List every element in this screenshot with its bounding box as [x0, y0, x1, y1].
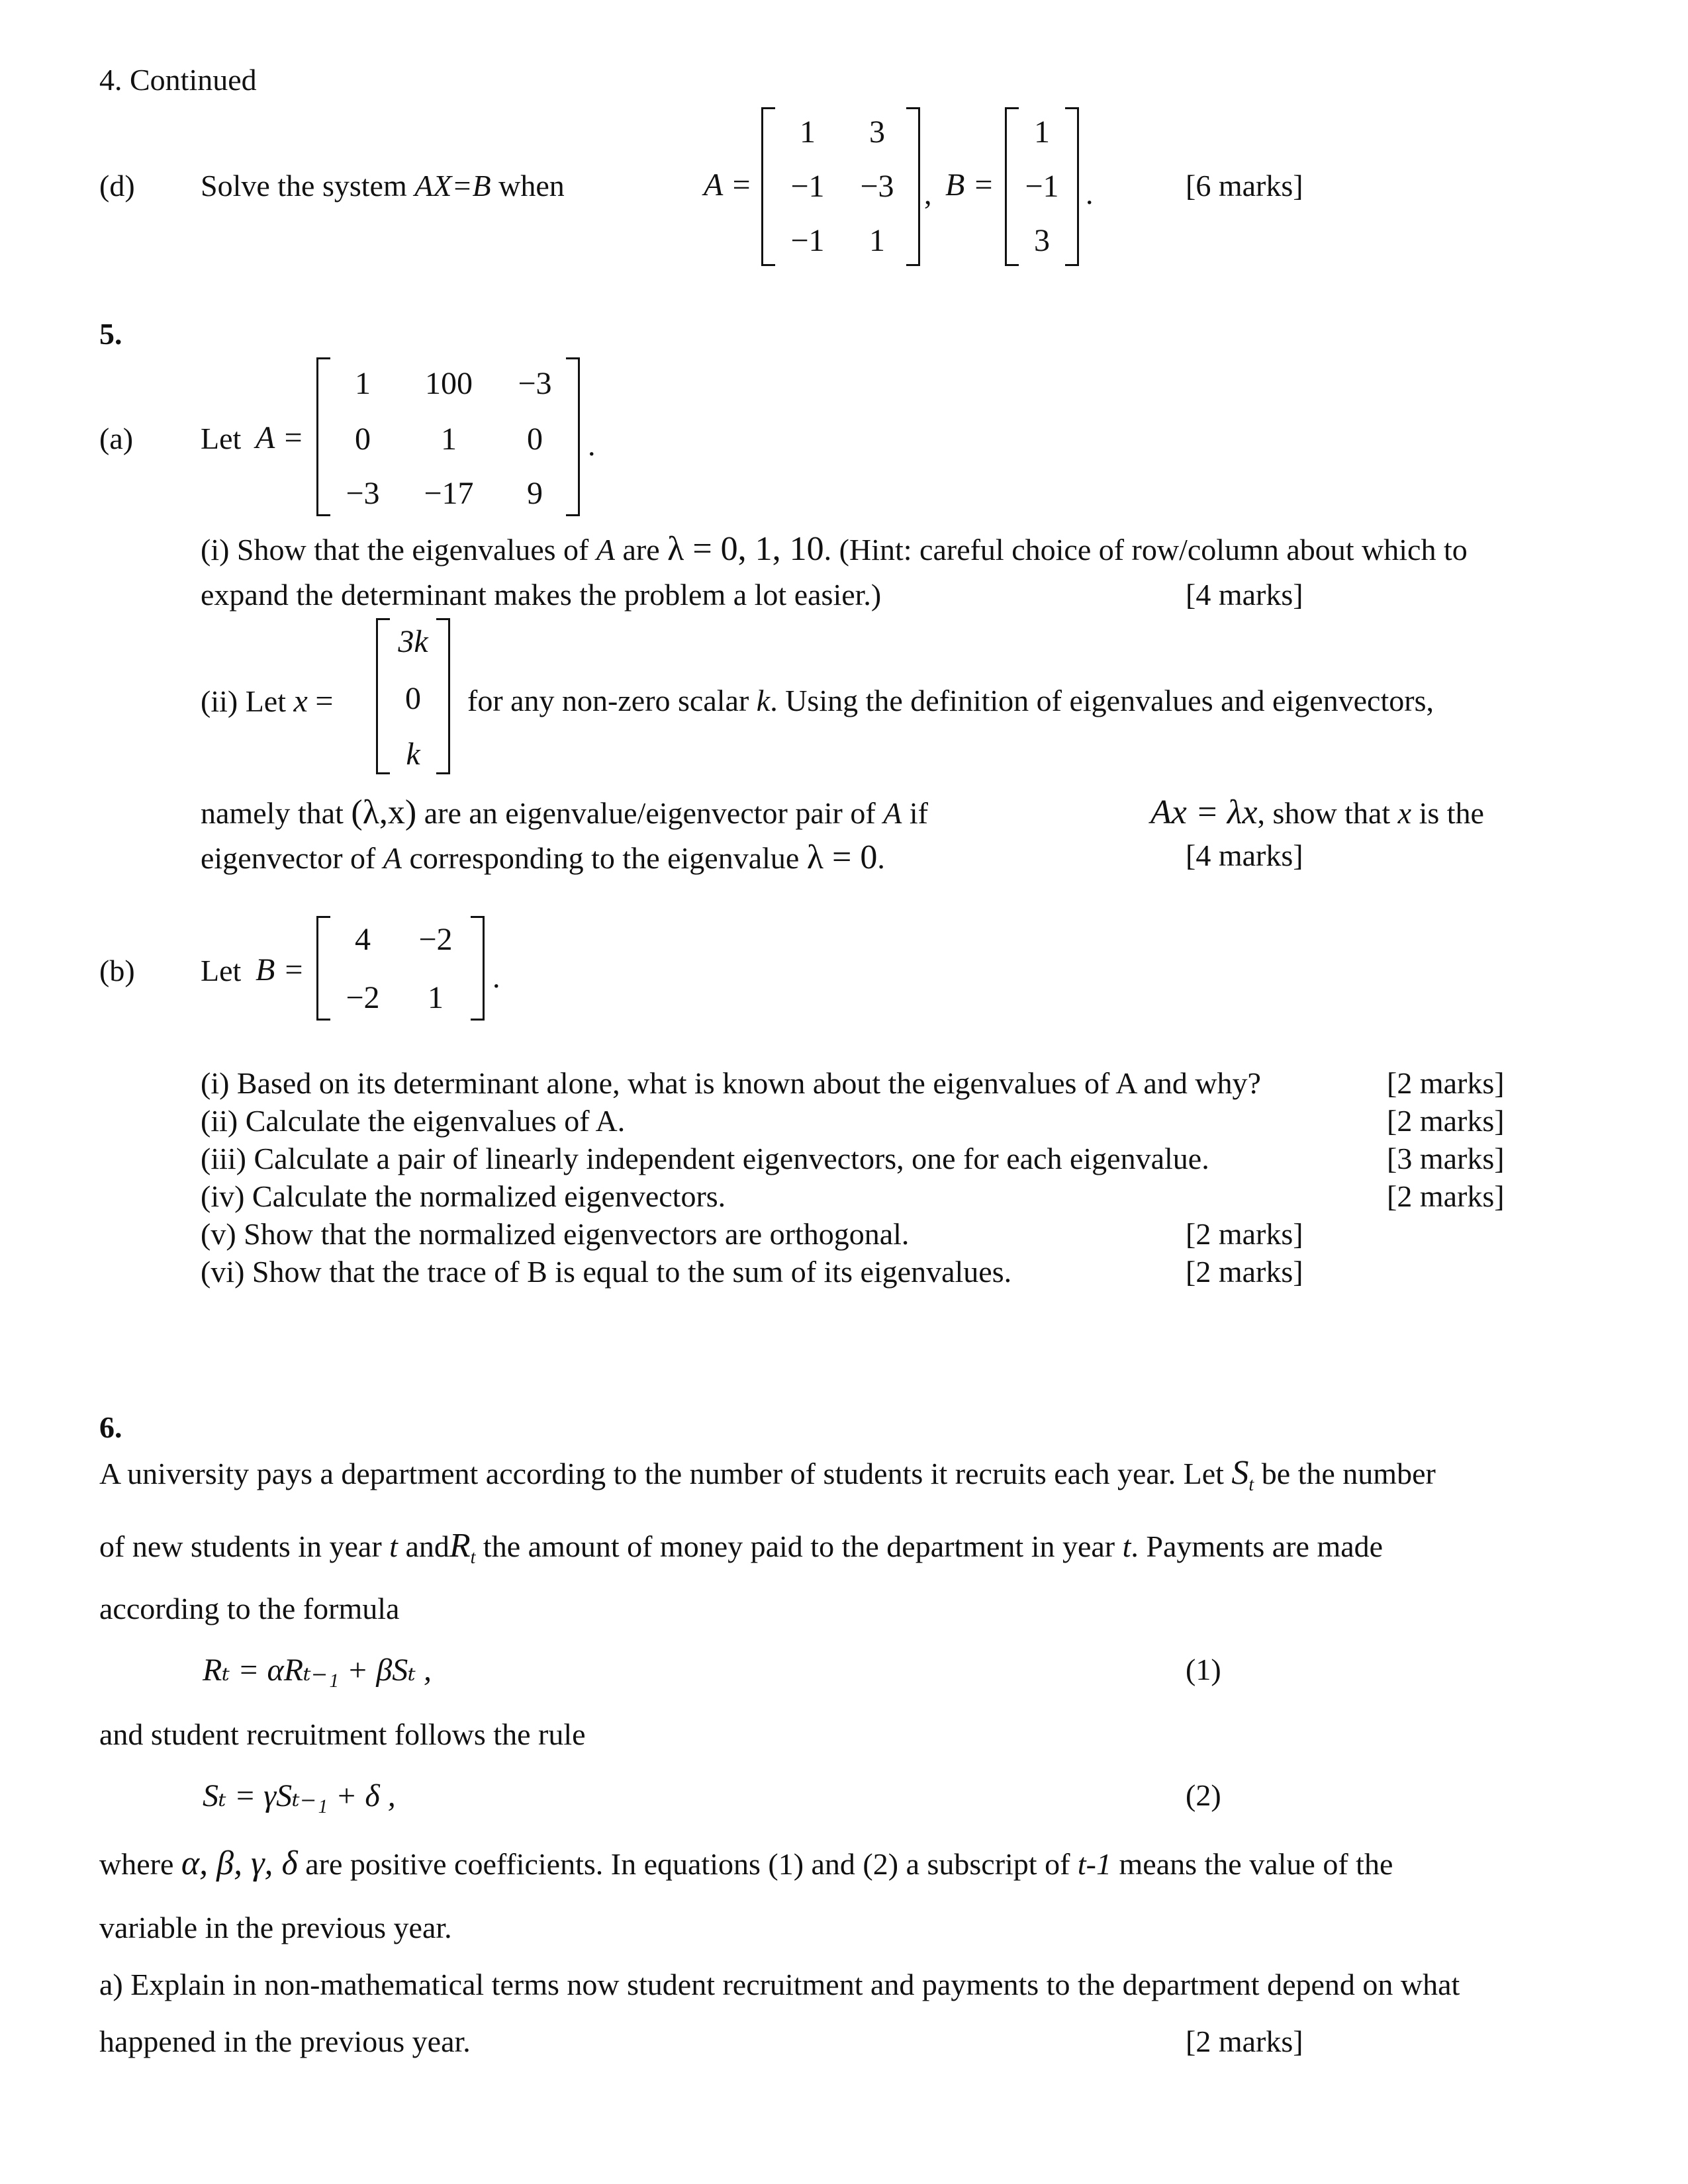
part-ii-line3: eigenvector of A corresponding to the eigenvalue λ = 0.: [201, 839, 885, 876]
list-item: (i) Based on its determinant alone, what is known about the eigenvalues of A and why?: [201, 1066, 1261, 1100]
question-6-title: 6.: [99, 1410, 122, 1444]
matrix-cell: −1: [790, 223, 825, 258]
marks: [4 marks]: [1186, 839, 1303, 872]
marks: [2 marks]: [1387, 1066, 1505, 1100]
paragraph-line: where α, β, γ, δ are positive coefficients. In equations (1) and (2) a subscript of t-1 means the value of the: [99, 1844, 1393, 1882]
equation-number: (2): [1186, 1778, 1221, 1812]
let-text: Let: [201, 954, 242, 987]
part-i-line1: (i) Show that the eigenvalues of A are λ = 0, 1, 10. (Hint: careful choice of row/column about which to: [201, 530, 1468, 568]
marks: [2 marks]: [1387, 1104, 1505, 1138]
vector-cell: k: [406, 737, 420, 772]
matrix-cell: −2: [418, 922, 453, 957]
paragraph-line: a) Explain in non-mathematical terms now student recruitment and payments to the department depend on what: [99, 1968, 1460, 2001]
matrix-name-A: A =: [704, 167, 752, 203]
question-5-title: 5.: [99, 317, 122, 351]
marks: [2 marks]: [1186, 1217, 1303, 1251]
marks: [2 marks]: [1186, 2025, 1303, 2058]
part-i-line2: expand the determinant makes the problem a lot easier.): [201, 578, 882, 612]
matrix-cell: −2: [346, 980, 380, 1015]
list-item: (vi) Show that the trace of B is equal to the sum of its eigenvalues.: [201, 1255, 1012, 1289]
matrix-name-B: B =: [945, 167, 994, 203]
marks: [3 marks]: [1387, 1142, 1505, 1175]
list-item: (v) Show that the normalized eigenvectors are orthogonal.: [201, 1217, 910, 1251]
part-label: (d): [99, 169, 135, 203]
list-item: (ii) Calculate the eigenvalues of A.: [201, 1104, 626, 1138]
paragraph-line: according to the formula: [99, 1592, 400, 1625]
matrix-cell: −1: [790, 169, 825, 204]
matrix-cell: 1: [800, 114, 816, 150]
part-ii-line2-a: namely that (λ,x) are an eigenvalue/eigenvector pair of A if: [201, 794, 928, 831]
paragraph-line: happened in the previous year.: [99, 2025, 471, 2058]
marks: [2 marks]: [1387, 1179, 1505, 1213]
matrix-cell: 4: [355, 922, 371, 957]
paragraph-line: of new students in year t andR$_t$ the amount of money paid to the department in year t. Payments are made: [99, 1527, 1383, 1569]
marks: [2 marks]: [1186, 1255, 1303, 1289]
matrix-cell: 0: [355, 422, 371, 457]
matrix-cell: 1: [869, 223, 885, 258]
matrix-cell: 100: [425, 366, 473, 401]
marks: [6 marks]: [1186, 169, 1303, 203]
vector-cell: 0: [405, 681, 421, 716]
matrix-cell: 0: [527, 422, 543, 457]
comma: ,: [924, 177, 932, 210]
matrix-cell: −17: [424, 476, 474, 511]
matrix-B: [316, 916, 485, 1021]
matrix-name-A: A =: [256, 420, 304, 455]
vector-cell: 3k: [398, 624, 428, 659]
part-ii-let: (ii) Let x =: [201, 684, 334, 719]
list-item: (iv) Calculate the normalized eigenvectors.: [201, 1179, 726, 1213]
marks: [4 marks]: [1186, 578, 1303, 612]
page-header: 4. Continued: [99, 63, 257, 97]
vector-x: [376, 618, 450, 774]
matrix-cell: −3: [346, 476, 380, 511]
equation-2: Sₜ = γSₜ₋₁ + δ ,: [203, 1778, 396, 1813]
let-text: Let: [201, 422, 242, 455]
matrix-A: [761, 107, 920, 266]
part-ii-tail: for any non-zero scalar k. Using the definition of eigenvalues and eigenvectors,: [467, 684, 1434, 717]
paragraph-line: A university pays a department according to the number of students it recruits each year. Let $S_t$ be the number: [99, 1454, 1436, 1496]
period: .: [588, 428, 596, 462]
paragraph-line: variable in the previous year.: [99, 1911, 452, 1944]
matrix-A: [316, 357, 580, 516]
matrix-cell: −3: [860, 169, 894, 204]
question-text: Solve the system AX=B when: [201, 169, 565, 203]
matrix-cell: 1: [441, 422, 457, 457]
list-item: (iii) Calculate a pair of linearly independent eigenvectors, one for each eigenvalue.: [201, 1142, 1209, 1175]
matrix-cell: 1: [1034, 114, 1050, 150]
matrix-name-B: B =: [256, 952, 305, 987]
matrix-cell: 1: [355, 366, 371, 401]
matrix-cell: 3: [1034, 223, 1050, 258]
matrix-cell: −3: [518, 366, 552, 401]
equation-number: (1): [1186, 1653, 1221, 1686]
matrix-cell: 3: [869, 114, 885, 150]
period: .: [492, 960, 500, 994]
equation-1: Rₜ = αRₜ₋₁ + βSₜ ,: [203, 1653, 432, 1688]
matrix-B: [1005, 107, 1079, 266]
part-ii-line2-b: Ax = λx, show that x is the: [1150, 794, 1484, 831]
matrix-cell: 1: [428, 980, 444, 1015]
paragraph-line: and student recruitment follows the rule: [99, 1717, 586, 1751]
part-label: (b): [99, 954, 135, 987]
part-label: (a): [99, 422, 134, 455]
matrix-cell: −1: [1025, 169, 1059, 204]
period: .: [1086, 177, 1094, 210]
matrix-cell: 9: [527, 476, 543, 511]
